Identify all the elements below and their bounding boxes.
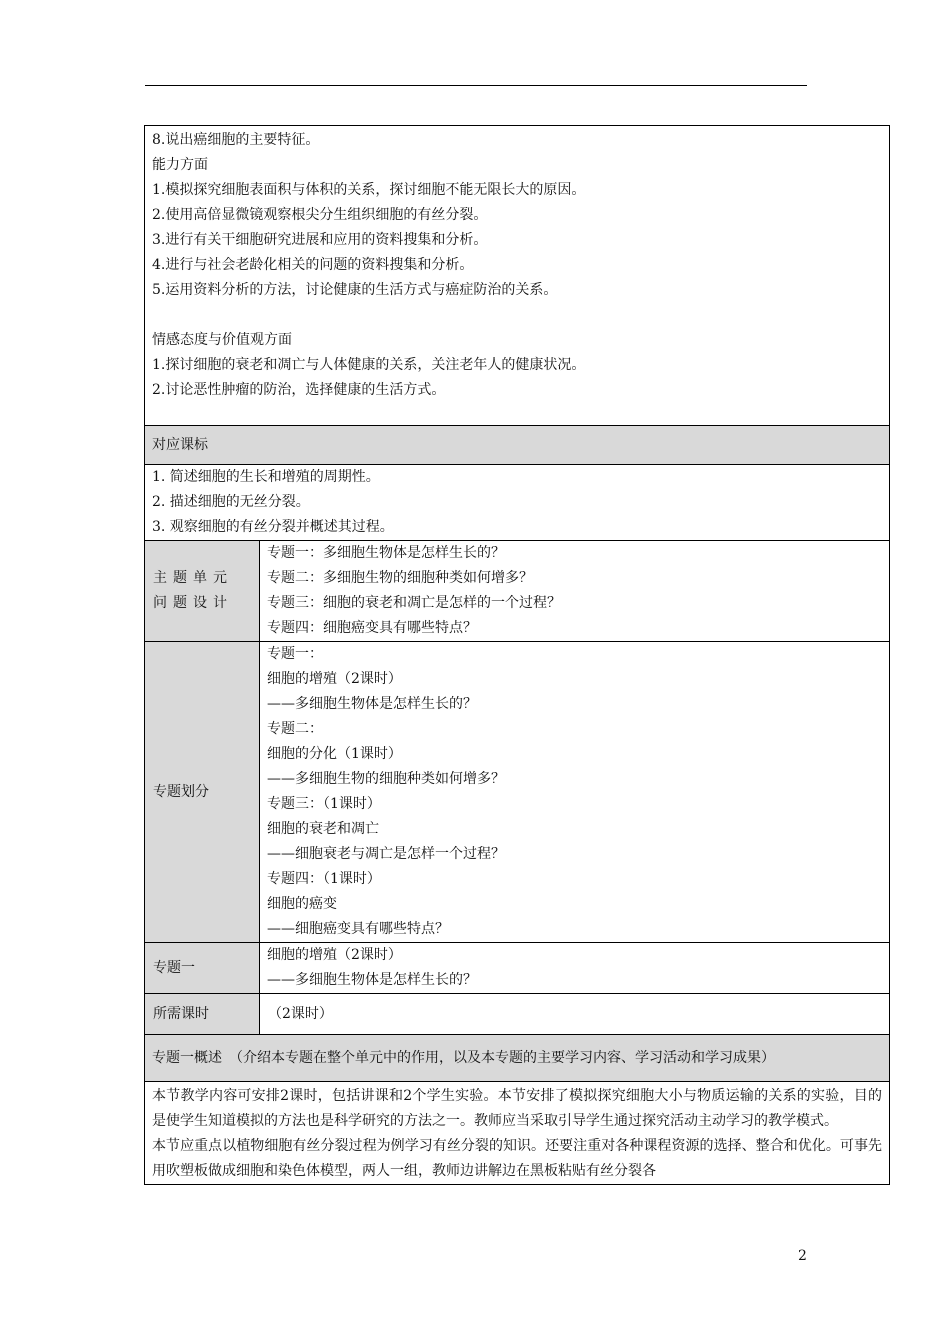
emotion-heading: 情感态度与价值观方面 <box>152 332 292 348</box>
overview-paragraph: 本节教学内容可安排2课时，包括讲课和2个学生实验。本节安排了模拟探究细胞大小与物质运输的关系的实验，目的是使学生知道模拟的方法也是科学研究的方法之一。教师应当采取引导学生通过探究活动主动学习的教学模式。 <box>152 1088 882 1129</box>
emotion-item: 2.讨论恶性肿瘤的防治，选择健康的生活方式。 <box>152 382 446 398</box>
overview-header-row <box>145 1035 890 1082</box>
hours-value-cell <box>260 994 890 1035</box>
overview-cell <box>145 1082 890 1185</box>
overview-row <box>145 1082 890 1185</box>
topic-one-label-cell <box>145 943 260 994</box>
topic-line: 专题四：（1课时） <box>267 871 381 887</box>
hours-row <box>145 994 890 1035</box>
overview-header: 专题一概述 （介绍本专题在整个单元中的作用，以及本专题的主要学习内容、学习活动和学习成果） <box>152 1050 775 1066</box>
topic-line: ——细胞衰老与凋亡是怎样一个过程？ <box>267 846 505 862</box>
theme-question: 专题二：多细胞生物的细胞种类如何增多？ <box>267 570 533 586</box>
topic-division-label-cell <box>145 642 260 943</box>
topic-division-cell <box>260 642 890 943</box>
theme-questions-row <box>145 541 890 642</box>
standards-header-row <box>145 426 890 465</box>
topic-line: 细胞的增殖（2课时） <box>267 671 402 687</box>
standard-item: 2. 描述细胞的无丝分裂。 <box>152 494 310 510</box>
topic-one-row <box>145 943 890 994</box>
hours-label-cell <box>145 994 260 1035</box>
ability-item: 1.模拟探究细胞表面积与体积的关系，探讨细胞不能无限长大的原因。 <box>152 182 586 198</box>
topic-line: ——多细胞生物体是怎样生长的？ <box>267 696 477 712</box>
topic-line: 细胞的癌变 <box>267 896 337 912</box>
ability-item: 4.进行与社会老龄化相关的问题的资料搜集和分析。 <box>152 257 474 273</box>
standard-item: 1. 简述细胞的生长和增殖的周期性。 <box>152 469 380 485</box>
topic-line: 细胞的衰老和凋亡 <box>267 821 379 837</box>
topic-division-row <box>145 642 890 943</box>
objectives-cell <box>145 126 890 426</box>
page-number: 2 <box>798 1248 807 1264</box>
objective-line: 8.说出癌细胞的主要特征。 <box>152 132 320 148</box>
topic-line: 专题一： <box>267 646 323 662</box>
lesson-plan-table <box>144 125 890 1185</box>
standards-header-cell <box>145 426 890 465</box>
emotion-item: 1.探讨细胞的衰老和凋亡与人体健康的关系，关注老年人的健康状况。 <box>152 357 586 373</box>
topic-line: 专题三：（1课时） <box>267 796 381 812</box>
theme-question: 专题一：多细胞生物体是怎样生长的？ <box>267 545 505 561</box>
ability-item: 3.进行有关干细胞研究进展和应用的资料搜集和分析。 <box>152 232 488 248</box>
standards-row <box>145 465 890 541</box>
overview-paragraph: 本节应重点以植物细胞有丝分裂过程为例学习有丝分裂的知识。还要注重对各种课程资源的选择、整合和优化。可事先用吹塑板做成细胞和染色体模型，两人一组，教师边讲解边在黑板粘贴有丝分裂各 <box>152 1138 882 1179</box>
theme-questions-label-cell <box>145 541 260 642</box>
topic-one-label: 专题一 <box>153 959 195 976</box>
topic-line: ——细胞癌变具有哪些特点？ <box>267 921 449 937</box>
topic-line: 专题二： <box>267 721 323 737</box>
standard-item: 3. 观察细胞的有丝分裂并概述其过程。 <box>152 519 394 535</box>
theme-questions-label: 主题单元问题设计 <box>153 570 233 611</box>
theme-question: 专题四：细胞癌变具有哪些特点？ <box>267 620 477 636</box>
ability-heading: 能力方面 <box>152 157 208 173</box>
overview-header-cell <box>145 1035 890 1082</box>
hours-value: （2课时） <box>268 1005 333 1022</box>
topic-line: ——多细胞生物的细胞种类如何增多？ <box>267 771 505 787</box>
standards-header: 对应课标 <box>152 437 208 453</box>
topic-one-line: 细胞的增殖（2课时） <box>267 947 402 963</box>
topic-division-label: 专题划分 <box>153 783 209 800</box>
ability-item: 2.使用高倍显微镜观察根尖分生组织细胞的有丝分裂。 <box>152 207 488 223</box>
standards-cell <box>145 465 890 541</box>
ability-item: 5.运用资料分析的方法，讨论健康的生活方式与癌症防治的关系。 <box>152 282 558 298</box>
topic-one-cell <box>260 943 890 994</box>
topic-one-line: ——多细胞生物体是怎样生长的？ <box>267 972 477 988</box>
objectives-row <box>145 126 890 426</box>
blank-line <box>152 303 882 328</box>
theme-question: 专题三：细胞的衰老和凋亡是怎样的一个过程？ <box>267 595 561 611</box>
header-rule <box>145 85 807 86</box>
theme-questions-cell <box>260 541 890 642</box>
topic-line: 细胞的分化（1课时） <box>267 746 402 762</box>
hours-label: 所需课时 <box>153 1005 209 1022</box>
